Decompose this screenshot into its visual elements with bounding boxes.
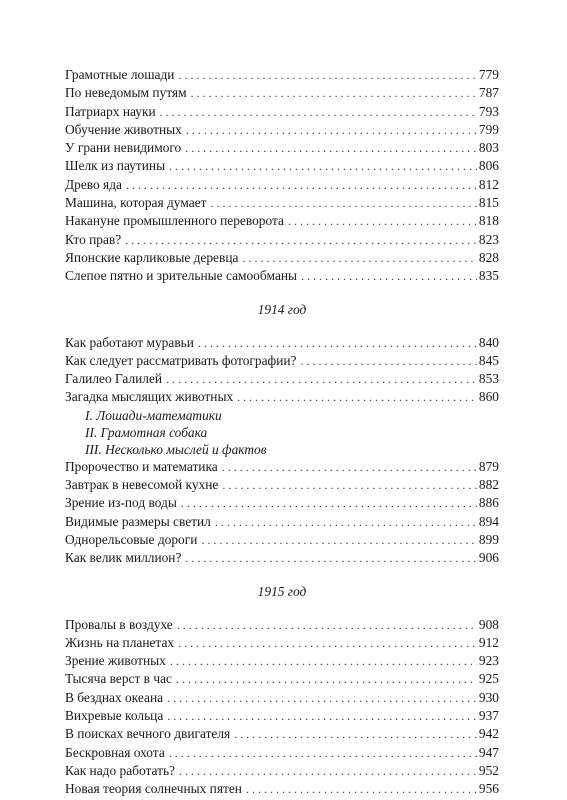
toc-leader-dots xyxy=(166,370,477,388)
toc-leader-dots xyxy=(186,121,477,139)
toc-entry xyxy=(65,513,499,531)
toc-entry xyxy=(65,458,499,476)
toc-entry-page: 947 xyxy=(478,744,499,760)
toc-leader-dots xyxy=(198,334,477,352)
toc-entry-title: Зрение животных xyxy=(65,653,166,669)
toc-entry xyxy=(65,176,499,194)
toc-entry-title: Как следует рассматривать фотографии? xyxy=(65,352,297,368)
toc-entry xyxy=(65,780,499,798)
toc-entry-page: 787 xyxy=(478,85,499,101)
toc-entry-title: Древо яда xyxy=(65,176,122,192)
toc-entry-page: 882 xyxy=(478,477,499,493)
toc-entry-page: 930 xyxy=(478,689,499,705)
toc-entry xyxy=(65,103,499,121)
toc-entry-page: 886 xyxy=(478,495,499,511)
toc-entry-title: Жизнь на планетах xyxy=(65,634,175,650)
section-heading-1915: 1915 год xyxy=(257,583,307,599)
toc-entry-page: 853 xyxy=(478,371,499,387)
toc-leader-dots xyxy=(167,707,477,725)
toc-entry-page: 956 xyxy=(478,781,499,797)
toc-entry xyxy=(65,652,499,670)
toc-entry xyxy=(65,670,499,688)
toc-entry xyxy=(65,549,499,567)
toc-leader-dots xyxy=(169,744,477,762)
toc-leader-dots xyxy=(301,352,477,370)
toc-entry xyxy=(65,334,499,352)
toc-leader-dots xyxy=(234,725,477,743)
toc-entry-page: 942 xyxy=(478,726,499,742)
toc-entry-page: 803 xyxy=(478,140,499,156)
toc-entry-title: В безднах океана xyxy=(65,689,164,705)
toc-section-1914 xyxy=(65,334,499,568)
toc-subentry: I. Лошади-математики xyxy=(85,407,222,423)
toc-entry-page: 823 xyxy=(478,231,499,247)
toc-entry xyxy=(65,616,499,634)
toc-entry-title: Патриарх науки xyxy=(65,103,156,119)
toc-leader-dots xyxy=(301,267,477,285)
toc-entry-title: Обучение животных xyxy=(65,121,182,137)
toc-entry xyxy=(65,194,499,212)
toc-leader-dots xyxy=(125,231,477,249)
toc-entry-title: Завтрак в невесомой кухне xyxy=(65,477,219,493)
toc-entry-title: Как велик миллион? xyxy=(65,550,182,566)
toc-entry-page: 799 xyxy=(478,121,499,137)
toc-entry-title: Кто прав? xyxy=(65,231,122,247)
toc-entry-title: Вихревые кольца xyxy=(65,708,164,724)
toc-leader-dots xyxy=(178,634,477,652)
toc-entry xyxy=(65,707,499,725)
toc-leader-dots xyxy=(160,103,477,121)
toc-entry-page: 806 xyxy=(478,158,499,174)
toc-entry-page: 923 xyxy=(478,653,499,669)
toc-entry-page: 952 xyxy=(478,762,499,778)
toc-entry-title: Бескровная охота xyxy=(65,744,165,760)
toc-section-1915 xyxy=(65,616,499,799)
toc-entry-title: У грани невидимого xyxy=(65,140,182,156)
toc-entry-title: Японские карликовые деревца xyxy=(65,249,239,265)
toc-entry-title: Слепое пятно и зрительные самообманы xyxy=(65,268,298,284)
toc-entry-title: Накануне промышленного переворота xyxy=(65,213,284,229)
toc-entry xyxy=(65,212,499,230)
toc-leader-dots xyxy=(237,388,477,406)
toc-leader-dots xyxy=(242,249,476,267)
toc-entry xyxy=(65,476,499,494)
toc-entry xyxy=(65,157,499,175)
toc-entry-page: 828 xyxy=(478,249,499,265)
toc-entry xyxy=(65,121,499,139)
toc-entry-page: 894 xyxy=(478,513,499,529)
toc-entry-title: Загадка мыслящих животных xyxy=(65,389,234,405)
toc-entry-title: Тысяча верст в час xyxy=(65,671,172,687)
toc-entry-page: 899 xyxy=(478,531,499,547)
toc-entry xyxy=(65,139,499,157)
toc-entry-page: 925 xyxy=(478,671,499,687)
toc-entry-title: По неведомым путям xyxy=(65,85,187,101)
spacer xyxy=(65,568,499,582)
toc-entry-page: 835 xyxy=(478,268,499,284)
section-heading-1914: 1914 год xyxy=(257,301,307,317)
toc-leader-dots xyxy=(210,194,476,212)
toc-entry xyxy=(65,231,499,249)
toc-leader-dots xyxy=(201,531,477,549)
toc-entry xyxy=(65,352,499,370)
toc-leader-dots xyxy=(222,476,477,494)
toc-entry-page: 937 xyxy=(478,708,499,724)
toc-leader-dots xyxy=(246,780,477,798)
toc-entry xyxy=(65,725,499,743)
toc-section-1913 xyxy=(65,66,499,286)
toc-entry-title: Пророчество и математика xyxy=(65,458,218,474)
spacer xyxy=(65,286,499,300)
toc-entry xyxy=(65,689,499,707)
toc-entry-page: 815 xyxy=(478,195,499,211)
toc-leader-dots xyxy=(288,212,477,230)
toc-entry xyxy=(65,634,499,652)
toc-leader-dots xyxy=(177,616,477,634)
toc-leader-dots xyxy=(215,513,477,531)
toc-entry-title: Как работают муравьи xyxy=(65,334,194,350)
toc-subentry: II. Грамотная собака xyxy=(85,424,208,440)
toc-entry xyxy=(65,388,499,406)
toc-entry-title: Машина, которая думает xyxy=(65,195,207,211)
toc-leader-dots xyxy=(167,689,477,707)
toc-entry xyxy=(65,370,499,388)
toc-entry-title: Видимые размеры светил xyxy=(65,513,211,529)
toc-entry-title: Новая теория солнечных пятен xyxy=(65,781,242,797)
toc-entry-page: 906 xyxy=(478,550,499,566)
toc-leader-dots xyxy=(191,84,477,102)
toc-entry-page: 845 xyxy=(478,352,499,368)
toc-entry xyxy=(65,249,499,267)
spacer xyxy=(65,320,499,334)
spacer xyxy=(65,602,499,616)
toc-leader-dots xyxy=(185,549,476,567)
toc-leader-dots xyxy=(126,176,477,194)
toc-page xyxy=(65,66,499,799)
toc-leader-dots xyxy=(176,670,477,688)
toc-entry xyxy=(65,267,499,285)
toc-entry-title: Галилео Галилей xyxy=(65,371,163,387)
toc-entry-title: Грамотные лошади xyxy=(65,67,175,82)
toc-leader-dots xyxy=(179,762,477,780)
toc-entry-page: 793 xyxy=(478,103,499,119)
toc-entry xyxy=(65,494,499,512)
toc-entry-page: 879 xyxy=(478,458,499,474)
toc-entry-page: 812 xyxy=(478,176,499,192)
toc-entry-page: 840 xyxy=(478,334,499,350)
toc-leader-dots xyxy=(222,458,477,476)
toc-entry-title: Как надо работать? xyxy=(65,762,176,778)
toc-leader-dots xyxy=(170,652,477,670)
toc-entry-page: 908 xyxy=(478,616,499,632)
toc-entry-page: 818 xyxy=(478,213,499,229)
toc-leader-dots xyxy=(178,66,476,84)
toc-entry xyxy=(65,84,499,102)
toc-entry xyxy=(65,762,499,780)
toc-entry-title: Зрение из-под воды xyxy=(65,495,177,511)
toc-entry-title: Однорельсовые дороги xyxy=(65,531,198,547)
toc-entry xyxy=(65,744,499,762)
toc-subentry: III. Несколько мыслей и фактов xyxy=(85,441,267,457)
toc-entry-page: 912 xyxy=(478,634,499,650)
toc-entry xyxy=(65,66,499,84)
toc-entry-title: Провалы в воздухе xyxy=(65,616,173,632)
toc-entry-title: В поисках вечного двигателя xyxy=(65,726,231,742)
toc-entry-title: Шелк из паутины xyxy=(65,158,166,174)
toc-leader-dots xyxy=(169,157,477,175)
toc-leader-dots xyxy=(185,139,477,157)
toc-entry-page: 860 xyxy=(478,389,499,405)
toc-entry-page: 779 xyxy=(478,67,499,82)
toc-entry xyxy=(65,531,499,549)
toc-leader-dots xyxy=(181,494,477,512)
